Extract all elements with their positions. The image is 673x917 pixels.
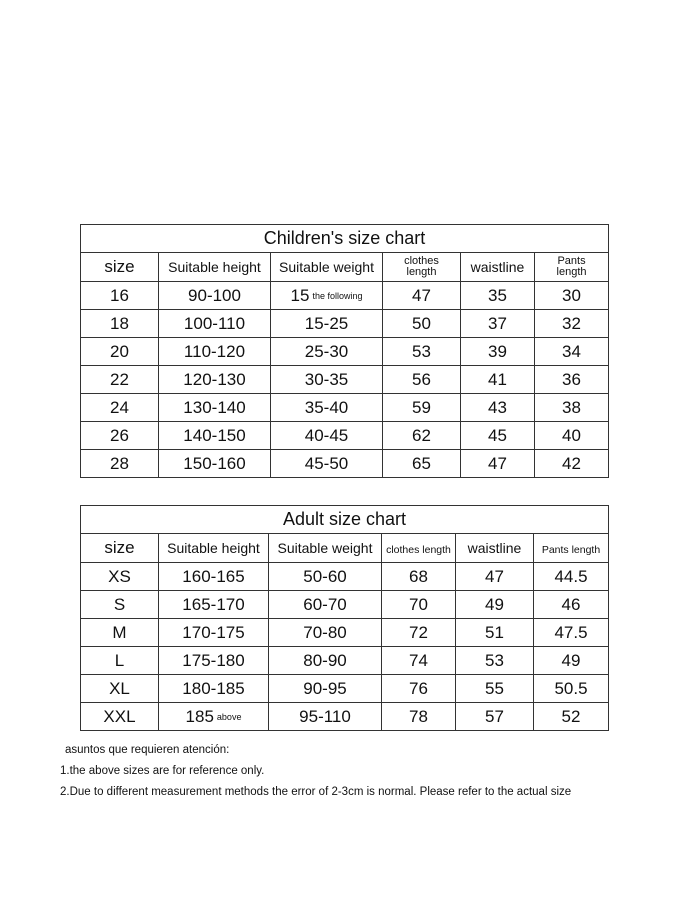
- cell-clothes-length: 59: [383, 394, 461, 422]
- cell-size: XS: [81, 563, 159, 591]
- cell-pants-length: 46: [534, 591, 609, 619]
- cell-waistline: 41: [461, 366, 535, 394]
- header-pants-text: Pants length: [541, 544, 601, 556]
- cell-waistline: 53: [456, 647, 534, 675]
- table-row: [81, 422, 609, 450]
- cell-clothes-length: 70: [382, 591, 456, 619]
- table-row: [81, 310, 609, 338]
- cell-size: 22: [81, 366, 159, 394]
- table-row: [81, 450, 609, 478]
- cell-pants-length: 49: [534, 647, 609, 675]
- cell-size: M: [81, 619, 159, 647]
- adult-header-row: [81, 534, 609, 563]
- cell-weight: 25-30: [271, 338, 383, 366]
- cell-weight: 45-50: [271, 450, 383, 478]
- cell-height: 130-140: [159, 394, 271, 422]
- cell-height: 140-150: [159, 422, 271, 450]
- cell-clothes-length: 68: [382, 563, 456, 591]
- cell-weight: 90-95: [269, 675, 382, 703]
- cell-waistline: 47: [461, 450, 535, 478]
- header-pants-length: [534, 534, 609, 563]
- cell-pants-length: 30: [535, 282, 609, 310]
- cell-height-note: above: [216, 711, 242, 722]
- header-size: size: [81, 534, 159, 563]
- cell-weight: 35-40: [271, 394, 383, 422]
- cell-weight: 50-60: [269, 563, 382, 591]
- cell-clothes-length: 56: [383, 366, 461, 394]
- header-waistline: waistline: [456, 534, 534, 563]
- cell-pants-length: 42: [535, 450, 609, 478]
- note-heading: asuntos que requieren atención:: [65, 744, 230, 756]
- header-height: Suitable height: [159, 534, 269, 563]
- cell-weight: 70-80: [269, 619, 382, 647]
- children-chart-title: Children's size chart: [81, 225, 609, 253]
- children-size-chart: [80, 224, 609, 478]
- cell-size: 20: [81, 338, 159, 366]
- cell-pants-length: 36: [535, 366, 609, 394]
- cell-waistline: 55: [456, 675, 534, 703]
- cell-pants-length: 47.5: [534, 619, 609, 647]
- table-row: [81, 563, 609, 591]
- header-weight: Suitable weight: [269, 534, 382, 563]
- adult-size-chart: [80, 505, 609, 731]
- cell-pants-length: 52: [534, 703, 609, 731]
- table-row: [81, 675, 609, 703]
- cell-clothes-length: 65: [383, 450, 461, 478]
- header-height: Suitable height: [159, 253, 271, 282]
- cell-size: 16: [81, 282, 159, 310]
- cell-size: XL: [81, 675, 159, 703]
- header-clothes-line2: length: [406, 266, 437, 278]
- cell-weight: 15-25: [271, 310, 383, 338]
- table-row: [81, 647, 609, 675]
- cell-size: L: [81, 647, 159, 675]
- header-waistline: waistline: [461, 253, 535, 282]
- cell-weight: 15 the following: [271, 282, 383, 310]
- cell-pants-length: 40: [535, 422, 609, 450]
- adult-chart-title: Adult size chart: [81, 506, 609, 534]
- cell-clothes-length: 62: [383, 422, 461, 450]
- cell-clothes-length: 50: [383, 310, 461, 338]
- cell-pants-length: 44.5: [534, 563, 609, 591]
- cell-weight: 40-45: [271, 422, 383, 450]
- header-clothes-length: [383, 253, 461, 282]
- cell-height: 110-120: [159, 338, 271, 366]
- cell-waistline: 51: [456, 619, 534, 647]
- cell-waistline: 47: [456, 563, 534, 591]
- notes: [60, 740, 660, 803]
- cell-height: 170-175: [159, 619, 269, 647]
- cell-height: 180-185: [159, 675, 269, 703]
- cell-waistline: 35: [461, 282, 535, 310]
- children-header-row: [81, 253, 609, 282]
- header-pants-length: [535, 253, 609, 282]
- table-row: [81, 366, 609, 394]
- cell-size: XXL: [81, 703, 159, 731]
- cell-height: 100-110: [159, 310, 271, 338]
- cell-waistline: 37: [461, 310, 535, 338]
- table-row: [81, 394, 609, 422]
- header-clothes-length: [382, 534, 456, 563]
- table-row: [81, 619, 609, 647]
- cell-waistline: 49: [456, 591, 534, 619]
- cell-waistline: 39: [461, 338, 535, 366]
- cell-height: 90-100: [159, 282, 271, 310]
- cell-size: S: [81, 591, 159, 619]
- cell-clothes-length: 53: [383, 338, 461, 366]
- cell-weight: 80-90: [269, 647, 382, 675]
- header-weight: Suitable weight: [271, 253, 383, 282]
- cell-waistline: 43: [461, 394, 535, 422]
- table-row: [81, 338, 609, 366]
- header-pants-line1: Pants: [557, 255, 586, 267]
- cell-size: 24: [81, 394, 159, 422]
- header-clothes-line1: clothes: [404, 255, 439, 267]
- header-pants-line2: length: [556, 266, 587, 278]
- header-clothes-text: clothes length: [386, 544, 451, 556]
- cell-clothes-length: 72: [382, 619, 456, 647]
- cell-pants-length: 34: [535, 338, 609, 366]
- table-row: [81, 282, 609, 310]
- cell-weight: 95-110: [269, 703, 382, 731]
- cell-clothes-length: 74: [382, 647, 456, 675]
- cell-size: 28: [81, 450, 159, 478]
- cell-clothes-length: 76: [382, 675, 456, 703]
- cell-height: 160-165: [159, 563, 269, 591]
- table-row: [81, 591, 609, 619]
- cell-size: 18: [81, 310, 159, 338]
- cell-pants-length: 32: [535, 310, 609, 338]
- note-2: 2.Due to different measurement methods the error of 2-3cm is normal. Please refer to the actual size: [60, 786, 572, 798]
- table-row: [81, 703, 609, 731]
- cell-size: 26: [81, 422, 159, 450]
- cell-pants-length: 50.5: [534, 675, 609, 703]
- header-size: size: [81, 253, 159, 282]
- cell-height: 165-170: [159, 591, 269, 619]
- cell-weight-note: the following: [312, 290, 363, 301]
- cell-height: 175-180: [159, 647, 269, 675]
- cell-height: 185 above: [159, 703, 269, 731]
- cell-waistline: 57: [456, 703, 534, 731]
- cell-weight: 30-35: [271, 366, 383, 394]
- cell-height: 120-130: [159, 366, 271, 394]
- cell-clothes-length: 47: [383, 282, 461, 310]
- cell-pants-length: 38: [535, 394, 609, 422]
- cell-height: 150-160: [159, 450, 271, 478]
- cell-clothes-length: 78: [382, 703, 456, 731]
- note-1: 1.the above sizes are for reference only.: [60, 765, 265, 777]
- cell-waistline: 45: [461, 422, 535, 450]
- cell-weight: 60-70: [269, 591, 382, 619]
